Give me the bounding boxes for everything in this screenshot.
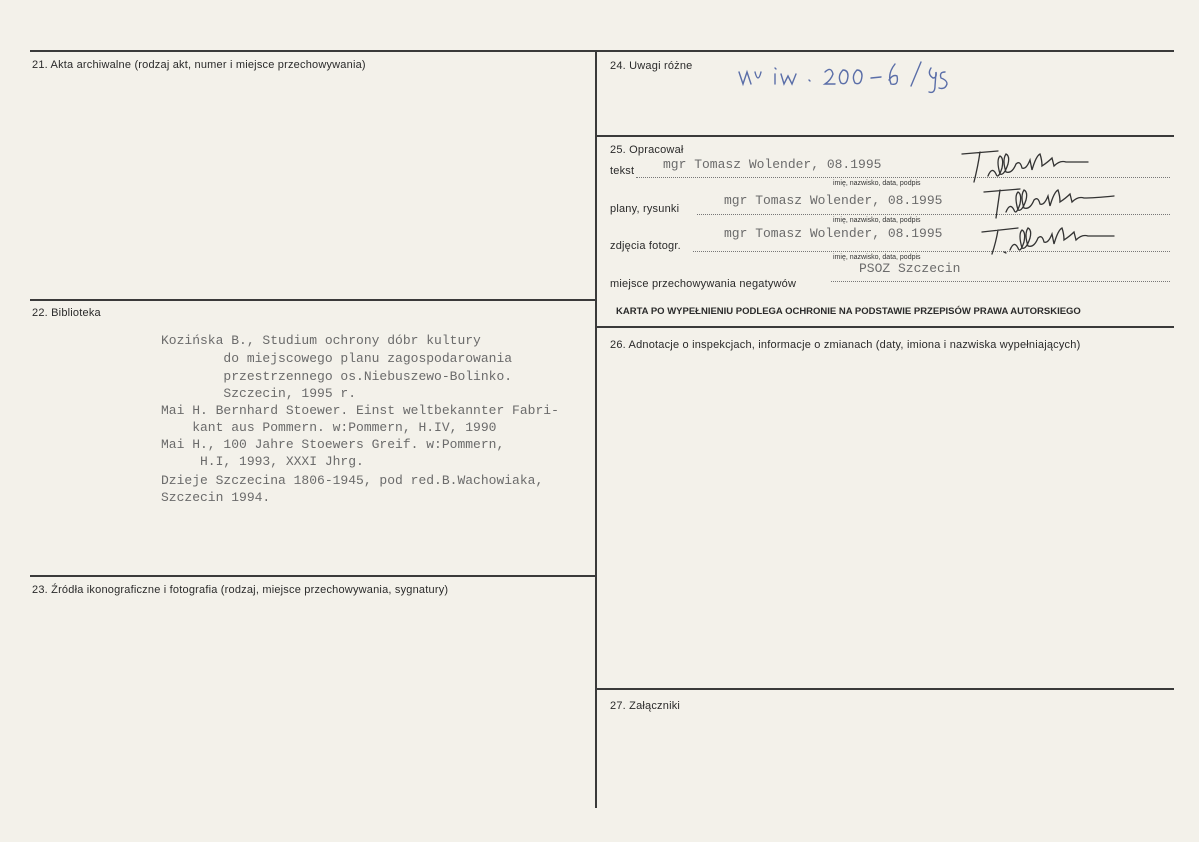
signature-tekst — [958, 148, 1138, 188]
bibliography-line: Szczecin, 1995 r. — [161, 386, 357, 401]
bibliography-line: przestrzennego os.Niebuszewo-Bolinko. — [161, 369, 513, 384]
rule-24-25 — [596, 135, 1174, 137]
bibliography-line: Dzieje Szczecina 1806-1945, pod red.B.Wachowiaka, — [161, 473, 544, 488]
zdjecia-value: mgr Tomasz Wolender, 08.1995 — [724, 226, 943, 241]
section-24-label: 24. Uwagi różne — [610, 60, 693, 72]
rule-22-23 — [30, 575, 596, 577]
section-26-label: 26. Adnotacje o inspekcjach, informacje o zmianach (daty, imiona i nazwiska wypełniających) — [610, 339, 1081, 351]
section-22-label: 22. Biblioteka — [32, 307, 101, 319]
negatywy-value: PSOZ Szczecin — [859, 261, 961, 276]
plany-value: mgr Tomasz Wolender, 08.1995 — [724, 193, 943, 208]
section-21-label: 21. Akta archiwalne (rodzaj akt, numer i miejsce przechowywania) — [32, 59, 366, 71]
center-divider — [595, 50, 597, 808]
section-23-label: 23. Źródła ikonograficzne i fotografia (rodzaj, miejsce przechowywania, sygnatury) — [32, 584, 449, 596]
signature-plany — [980, 184, 1160, 224]
section-25-label: 25. Opracował — [610, 144, 684, 156]
bibliography-line: Mai H. Bernhard Stoewer. Einst weltbekannter Fabri- — [161, 403, 559, 418]
rule-26-27 — [596, 688, 1174, 690]
bibliography-line: Szczecin 1994. — [161, 490, 271, 505]
top-rule — [30, 50, 1174, 52]
bibliography-line: Mai H., 100 Jahre Stoewers Greif. w:Pommern, — [161, 437, 505, 452]
bibliography-line: kant aus Pommern. w:Pommern, H.IV, 1990 — [161, 420, 497, 435]
zdjecia-caption: imię, nazwisko, data, podpis — [833, 254, 921, 261]
negatywy-label: miejsce przechowywania negatywów — [610, 278, 797, 290]
tekst-value: mgr Tomasz Wolender, 08.1995 — [663, 157, 882, 172]
plany-label: plany, rysunki — [610, 203, 680, 215]
tekst-label: tekst — [610, 165, 635, 177]
bibliography-line: Kozińska B., Studium ochrony dóbr kultury — [161, 333, 481, 348]
copyright-notice: KARTA PO WYPEŁNIENIU PODLEGA OCHRONIE NA PODSTAWIE PRZEPISÓW PRAWA AUTORSKIEGO — [616, 306, 1081, 317]
rule-25-26 — [596, 326, 1174, 328]
section-27-label: 27. Załączniki — [610, 700, 681, 712]
bibliography-line: do miejscowego planu zagospodarowania — [161, 351, 513, 366]
tekst-caption: imię, nazwisko, data, podpis — [833, 180, 921, 187]
handwritten-inventory-number — [735, 58, 955, 94]
negatywy-dotted-line — [831, 281, 1170, 282]
plany-caption: imię, nazwisko, data, podpis — [833, 217, 921, 224]
zdjecia-label: zdjęcia fotogr. — [610, 240, 681, 252]
rule-21-22 — [30, 299, 596, 301]
signature-zdjecia — [978, 222, 1158, 262]
bibliography-line: H.I, 1993, XXXI Jhrg. — [161, 454, 364, 469]
